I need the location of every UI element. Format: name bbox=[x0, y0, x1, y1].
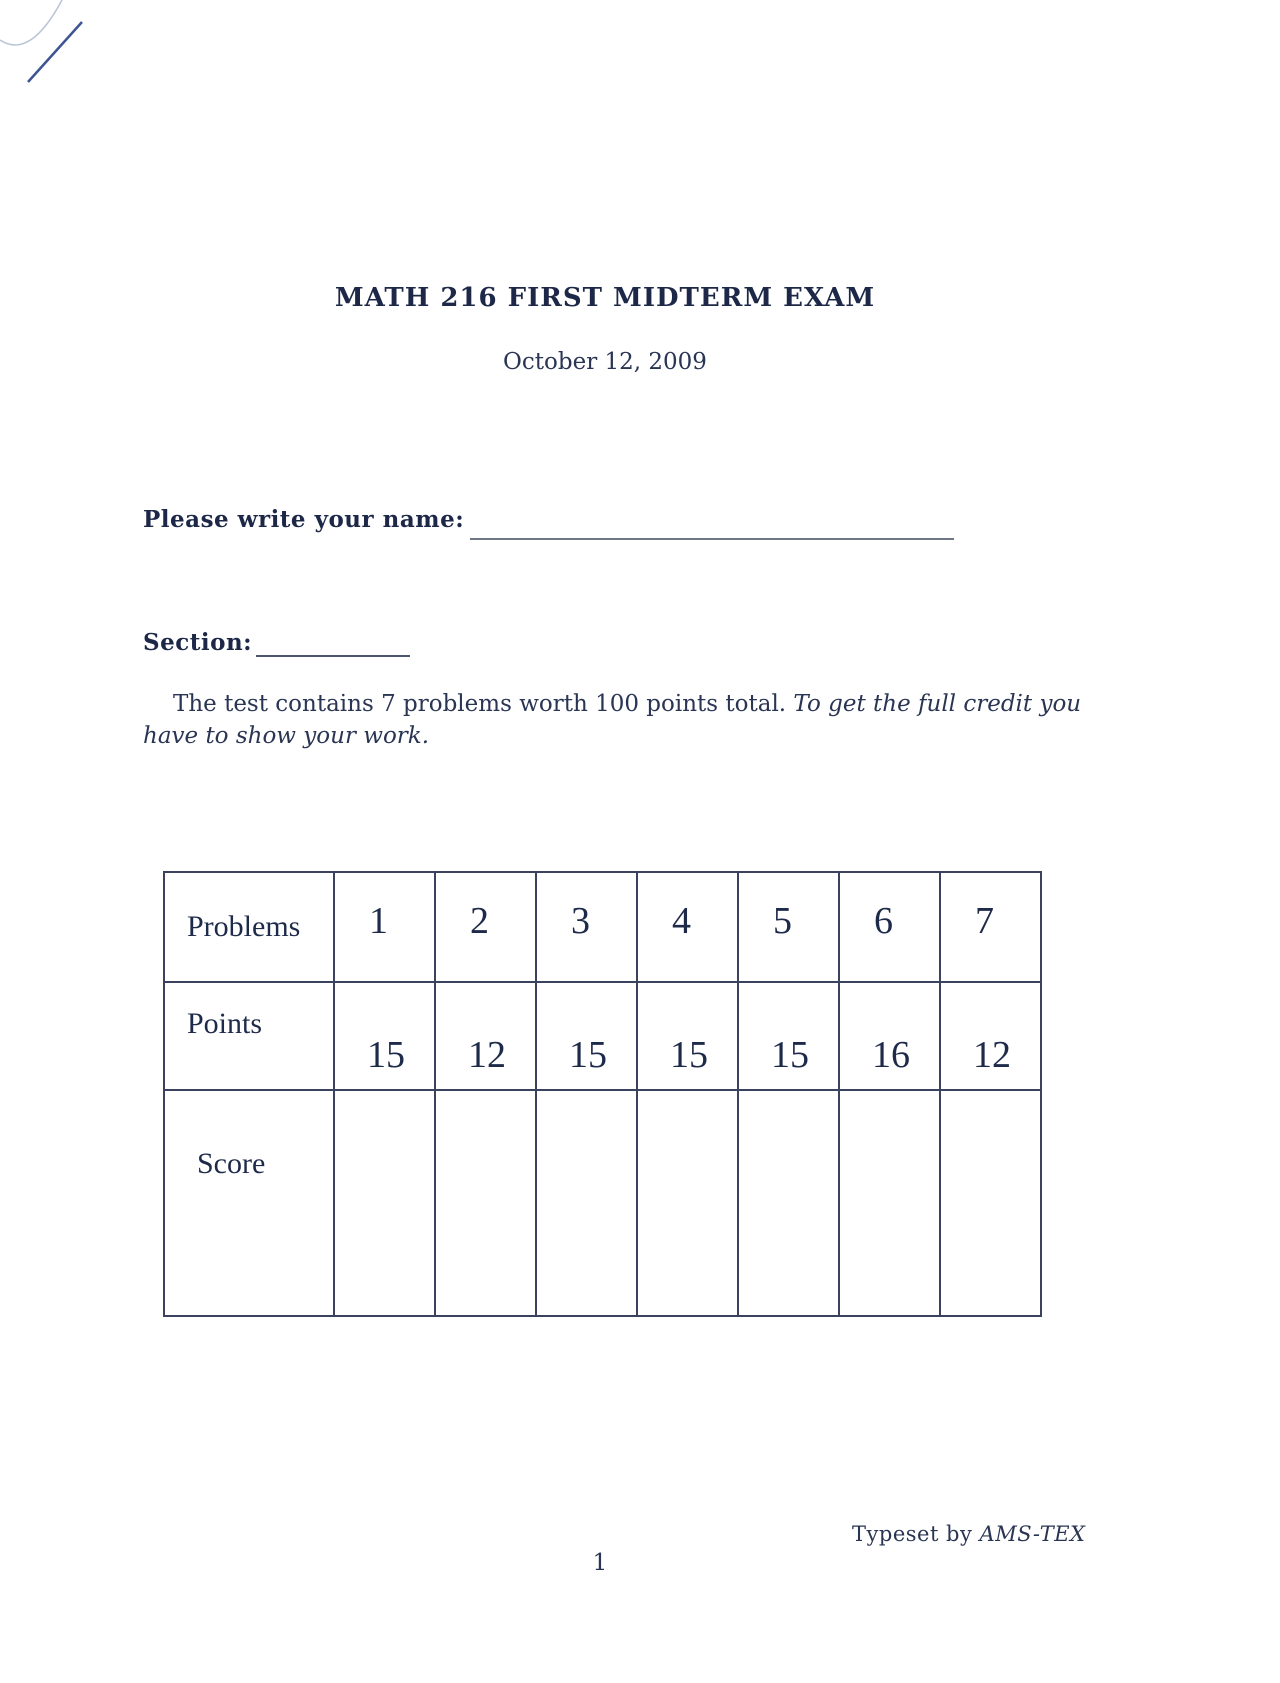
problem-number-cell: 7 bbox=[940, 872, 1041, 982]
exam-title: MATH 216 FIRST MIDTERM EXAM bbox=[334, 283, 876, 313]
points-cell: 12 bbox=[940, 982, 1041, 1090]
row-label-points: Points bbox=[164, 982, 334, 1090]
table-row-points bbox=[164, 982, 1041, 1090]
points-cell: 16 bbox=[839, 982, 940, 1090]
score-entry-cell[interactable] bbox=[536, 1090, 637, 1316]
row-label-score: Score bbox=[164, 1090, 334, 1316]
problem-number-cell: 4 bbox=[637, 872, 738, 982]
page-number: 1 bbox=[592, 1550, 608, 1576]
score-entry-cell[interactable] bbox=[435, 1090, 536, 1316]
corner-pen-marks bbox=[0, 0, 100, 100]
instructions-text: The test contains 7 problems worth 100 points total. bbox=[173, 691, 794, 717]
problem-number-cell: 5 bbox=[738, 872, 839, 982]
score-entry-cell[interactable] bbox=[334, 1090, 435, 1316]
points-cell: 15 bbox=[334, 982, 435, 1090]
table-row-problems bbox=[164, 872, 1041, 982]
points-cell: 15 bbox=[738, 982, 839, 1090]
problem-number-cell: 2 bbox=[435, 872, 536, 982]
name-field-line[interactable] bbox=[470, 538, 954, 540]
score-entry-cell[interactable] bbox=[940, 1090, 1041, 1316]
score-entry-cell[interactable] bbox=[738, 1090, 839, 1316]
section-label: Section: bbox=[143, 629, 253, 656]
exam-date: October 12, 2009 bbox=[503, 349, 707, 375]
score-table bbox=[163, 871, 1042, 1317]
points-cell: 15 bbox=[536, 982, 637, 1090]
problem-number-cell: 1 bbox=[334, 872, 435, 982]
name-label: Please write your name: bbox=[143, 506, 465, 533]
typeset-credit bbox=[852, 1522, 1086, 1546]
score-entry-cell[interactable] bbox=[637, 1090, 738, 1316]
row-label-problems: Problems bbox=[164, 872, 334, 982]
section-field-line[interactable] bbox=[256, 655, 410, 657]
problem-number-cell: 3 bbox=[536, 872, 637, 982]
instructions-emphasis: To get the full credit you have to show your work. bbox=[143, 691, 1082, 749]
typeset-system: AMS-TEX bbox=[979, 1522, 1086, 1546]
problem-number-cell: 6 bbox=[839, 872, 940, 982]
instructions-paragraph bbox=[143, 688, 1083, 752]
score-entry-cell[interactable] bbox=[839, 1090, 940, 1316]
points-cell: 15 bbox=[637, 982, 738, 1090]
points-cell: 12 bbox=[435, 982, 536, 1090]
typeset-prefix: Typeset by bbox=[852, 1522, 980, 1546]
table-row-score bbox=[164, 1090, 1041, 1316]
